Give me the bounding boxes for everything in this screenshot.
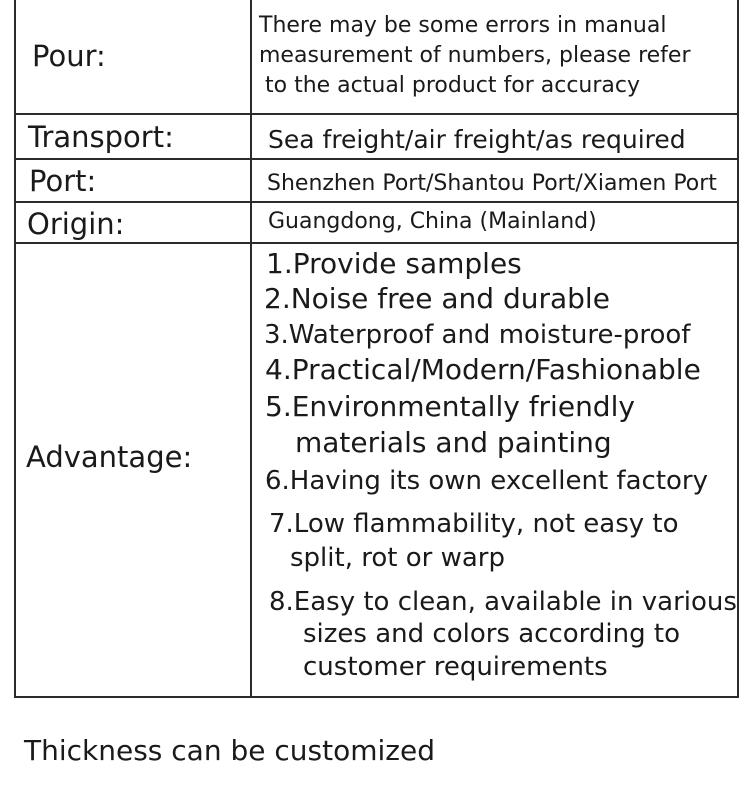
- table-divider-vertical: [250, 0, 252, 697]
- advantage-item-8: 8.Easy to clean, available in various: [269, 587, 737, 617]
- table-border-right: [737, 0, 739, 697]
- row-label-port: Port:: [29, 164, 97, 198]
- advantage-item-8-cont-1: sizes and colors according to: [303, 619, 680, 649]
- advantage-item-5-cont: materials and painting: [295, 426, 612, 459]
- row-value-transport: Sea freight/air freight/as required: [268, 125, 686, 154]
- advantage-item-4: 4.Practical/Modern/Fashionable: [265, 353, 701, 386]
- row-divider-2: [14, 158, 739, 160]
- advantage-item-7-cont: split, rot or warp: [290, 543, 505, 573]
- row-divider-4: [14, 242, 739, 244]
- row-value-pour-line-2: measurement of numbers, please refer: [259, 43, 691, 68]
- table-border-top: [14, 0, 16, 115]
- row-label-advantage: Advantage:: [26, 440, 193, 474]
- row-value-pour-line-1: There may be some errors in manual: [259, 13, 667, 38]
- advantage-item-1: 1.Provide samples: [266, 247, 522, 280]
- row-value-origin: Guangdong, China (Mainland): [268, 209, 597, 234]
- advantage-item-3: 3.Waterproof and moisture-proof: [264, 320, 691, 350]
- footer-note: Thickness can be customized: [24, 734, 435, 767]
- advantage-item-8-cont-2: customer requirements: [303, 652, 608, 682]
- advantage-item-7: 7.Low flammability, not easy to: [269, 509, 679, 539]
- row-divider-1: [14, 113, 739, 115]
- row-label-pour: Pour:: [32, 39, 106, 73]
- advantage-item-5: 5.Environmentally friendly: [265, 390, 635, 423]
- advantage-item-2: 2.Noise free and durable: [264, 282, 610, 315]
- row-value-port: Shenzhen Port/Shantou Port/Xiamen Port: [267, 171, 717, 196]
- advantage-item-6: 6.Having its own excellent factory: [265, 466, 708, 496]
- table-border-bottom: [14, 696, 739, 698]
- row-divider-3: [14, 201, 739, 203]
- row-value-pour-line-3: to the actual product for accuracy: [265, 73, 641, 98]
- row-label-origin: Origin:: [27, 207, 125, 241]
- row-label-transport: Transport:: [28, 120, 174, 154]
